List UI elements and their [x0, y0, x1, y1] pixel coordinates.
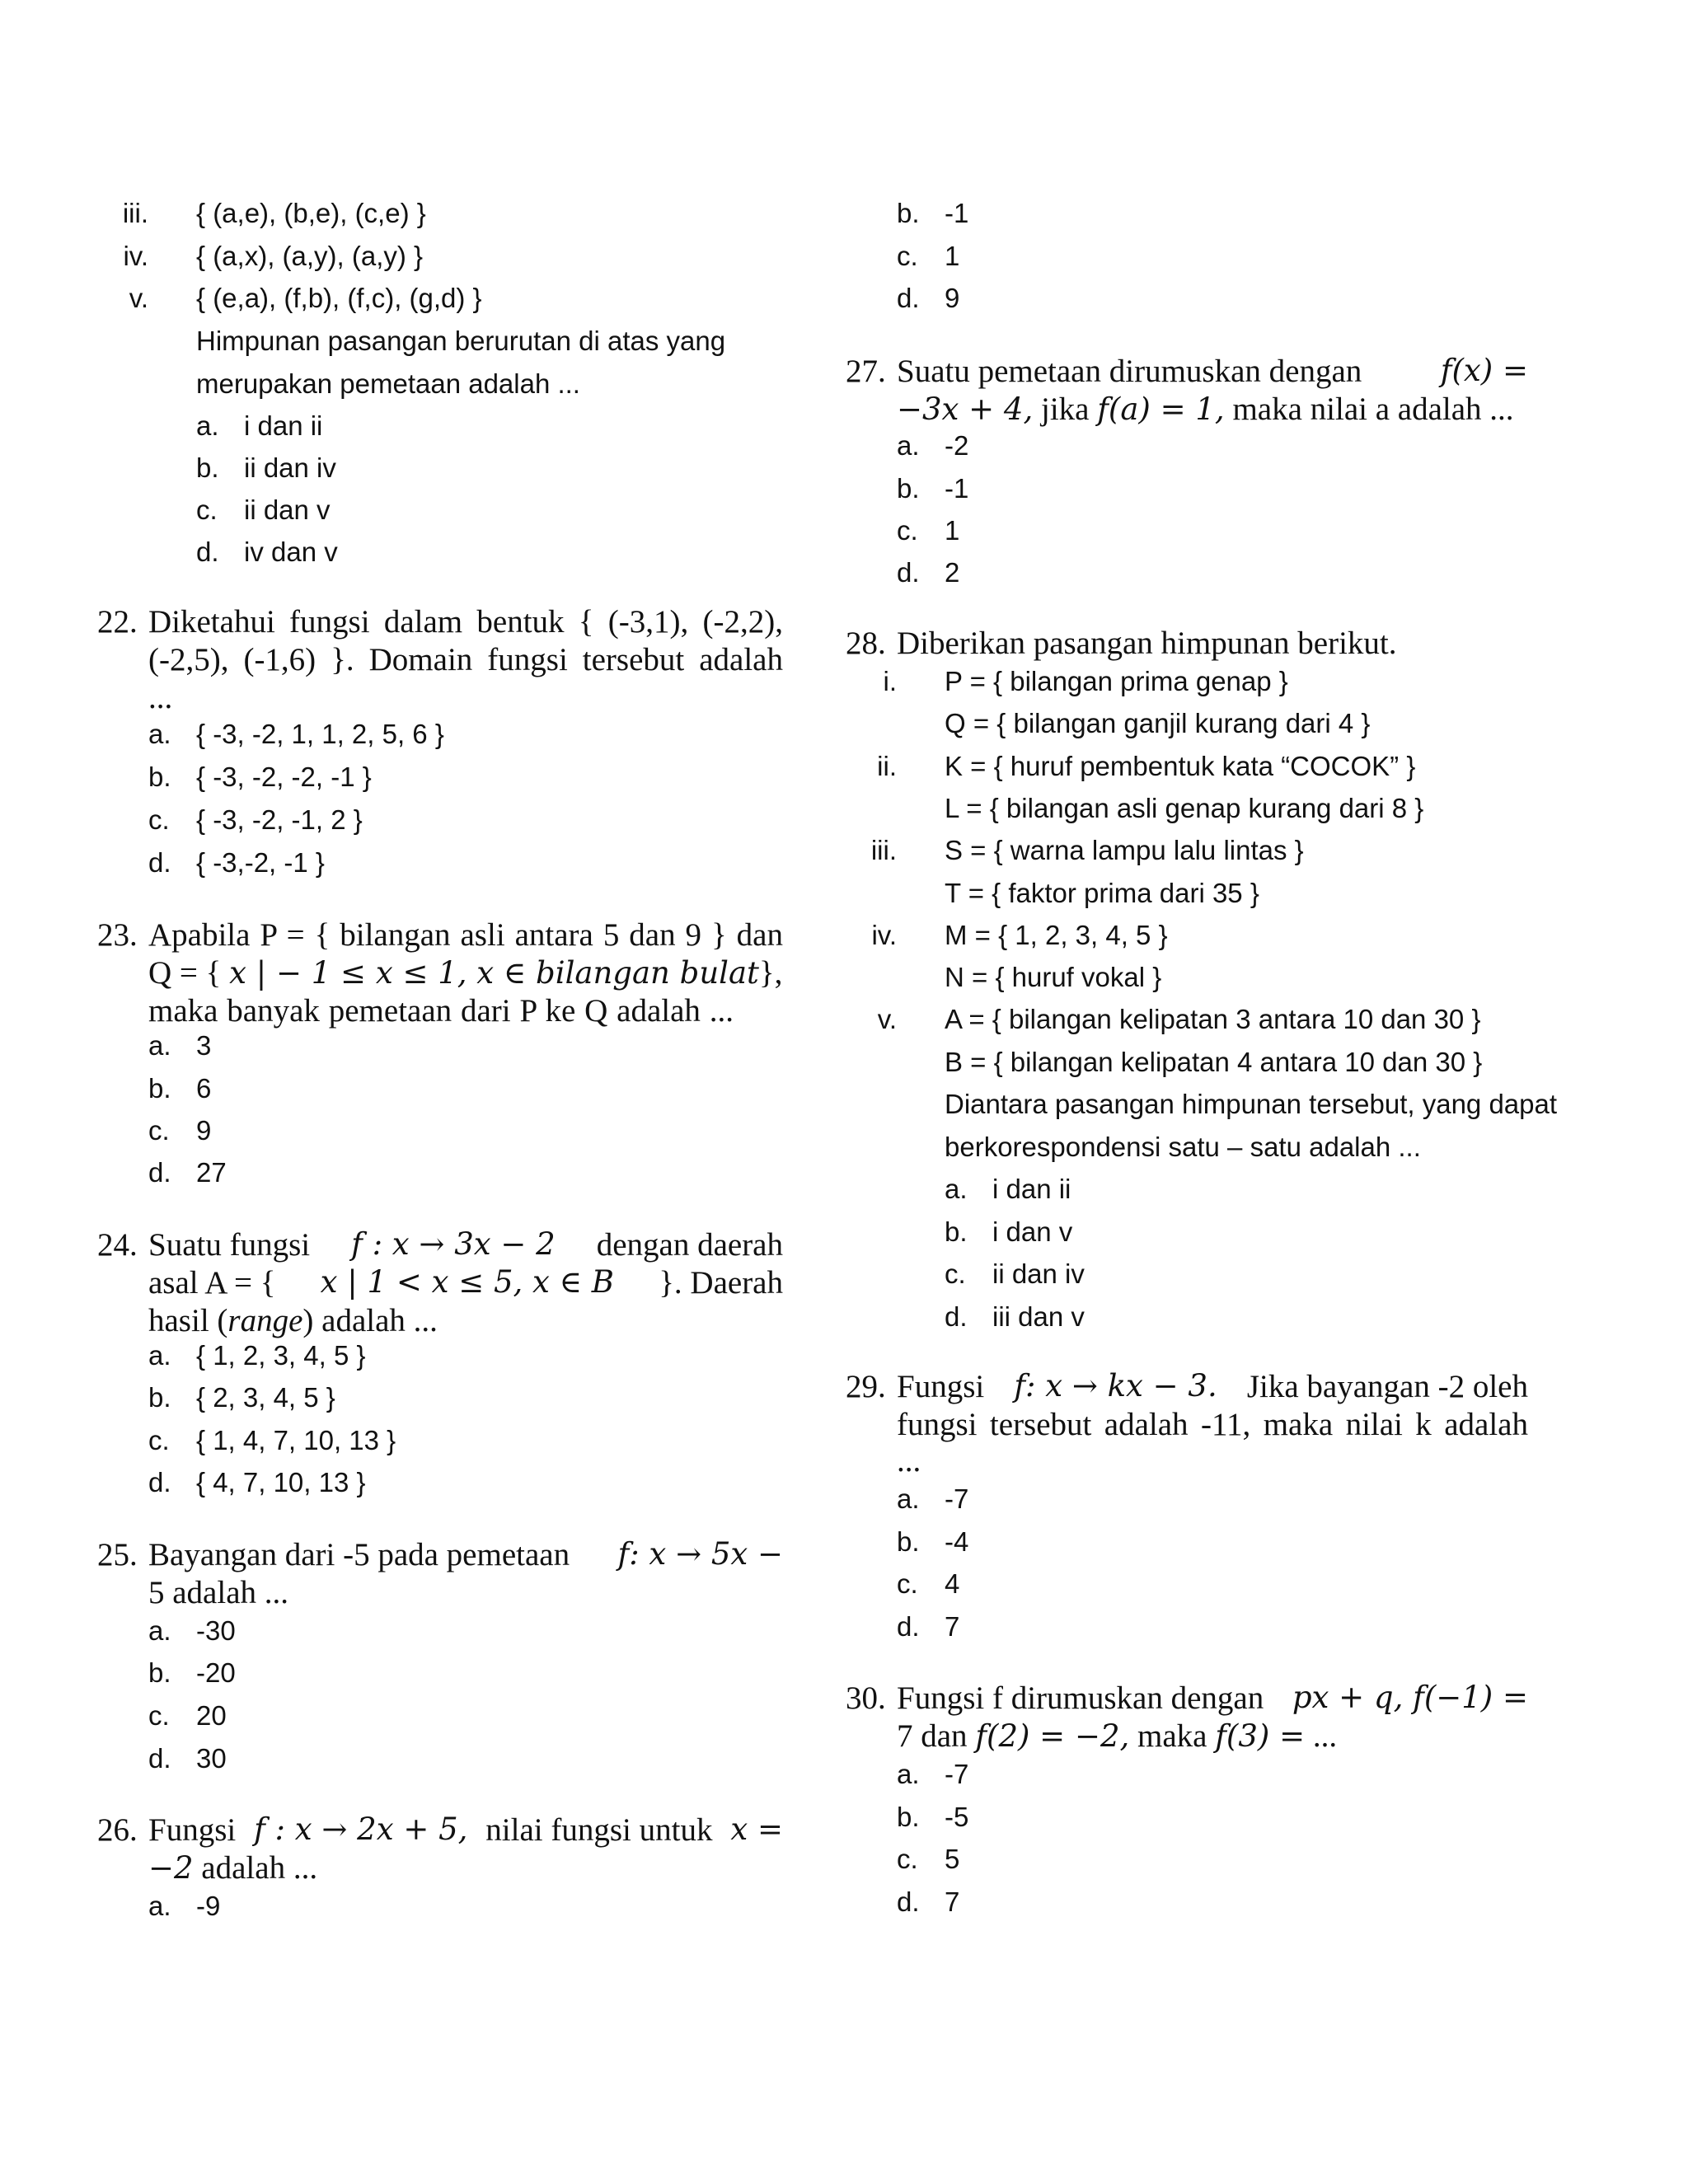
question-stem [148, 1811, 783, 1849]
roman-numeral: iii. [870, 835, 897, 865]
option-letter: b. [897, 1802, 920, 1832]
option-text: ii dan iv [244, 452, 336, 483]
stem-text: }, [758, 955, 783, 991]
question-stem [148, 1264, 783, 1301]
question-stem: 5 adalah ... [148, 1575, 289, 1610]
set-definition: K = { huruf pembentuk kata “COCOK” } [945, 751, 1416, 781]
stem-text: asal A = { [148, 1265, 276, 1301]
option-text: -1 [945, 198, 969, 228]
question-stem [897, 353, 1528, 390]
question-stem: Himpunan pasangan berurutan di atas yang [196, 326, 726, 356]
option-text: 20 [196, 1700, 227, 1731]
pair-set: { (e,a), (f,b), (f,c), (g,d) } [196, 283, 482, 313]
option-text: -4 [945, 1526, 969, 1557]
math-expression: x | 1 < x ≤ 5, x ∈ B [320, 1264, 614, 1300]
option-text: -20 [196, 1657, 236, 1688]
option-letter: c. [897, 241, 918, 271]
option-text: { -3, -2, -2, -1 } [196, 762, 372, 792]
option-text: 3 [196, 1030, 212, 1061]
option-text: { -3, -2, -1, 2 } [196, 804, 363, 835]
roman-numeral: iii. [122, 198, 148, 228]
pair-set: { (a,x), (a,y), (a,y) } [196, 241, 424, 271]
question-stem: ... [148, 680, 173, 715]
option-letter: a. [897, 430, 920, 461]
stem-text: nilai fungsi untuk [485, 1812, 713, 1848]
question-number: 25. [97, 1537, 138, 1572]
set-definition: T = { faktor prima dari 35 } [945, 878, 1259, 908]
stem-text: Fungsi [897, 1369, 985, 1404]
option-letter: a. [148, 1340, 171, 1371]
option-letter: b. [897, 1526, 920, 1557]
option-letter: a. [148, 719, 171, 749]
roman-numeral: v. [877, 1004, 897, 1034]
stem-text: hasil ( [148, 1303, 228, 1338]
question-stem [897, 1718, 1337, 1755]
option-text: { 4, 7, 10, 13 } [196, 1467, 366, 1497]
math-expression: f(3) = [1215, 1718, 1306, 1754]
math-expression: x = [730, 1811, 783, 1847]
option-text: { -3, -2, 1, 1, 2, 5, 6 } [196, 719, 444, 749]
question-number: 23. [97, 917, 138, 953]
stem-text: ) adalah ... [302, 1303, 438, 1338]
option-letter: d. [148, 1157, 171, 1188]
roman-numeral: v. [129, 283, 148, 313]
stem-text: Q = { [148, 955, 222, 991]
math-expression: f : x → 2x + 5, [254, 1811, 468, 1847]
question-stem [148, 1536, 783, 1573]
question-number: 26. [97, 1812, 138, 1848]
question-stem [148, 1302, 438, 1339]
question-stem [148, 1849, 317, 1886]
question-number: 30. [846, 1680, 886, 1716]
option-text: 7 [945, 1886, 960, 1917]
option-text: i dan v [992, 1216, 1073, 1247]
option-letter: d. [897, 1886, 920, 1917]
option-letter: a. [196, 410, 219, 441]
stem-text: maka [1137, 1718, 1207, 1754]
question-stem [148, 954, 782, 991]
stem-italic: range [227, 1303, 303, 1338]
math-expression: f(x) = [1440, 353, 1528, 388]
stem-text: Suatu fungsi [148, 1227, 311, 1263]
option-letter: b. [897, 198, 920, 228]
set-definition: Q = { bilangan ganjil kurang dari 4 } [945, 708, 1371, 738]
question-number: 27. [846, 354, 886, 389]
math-expression: f : x → 3x − 2 [351, 1226, 556, 1262]
option-text: { -3,-2, -1 } [196, 847, 325, 878]
stem-text: 7 dan [897, 1718, 968, 1754]
option-text: -5 [945, 1802, 969, 1832]
option-letter: b. [148, 1073, 171, 1104]
option-text: { 1, 2, 3, 4, 5 } [196, 1340, 366, 1371]
question-number: 29. [846, 1369, 886, 1404]
option-text: 1 [945, 515, 960, 546]
option-letter: c. [148, 1700, 170, 1731]
stem-text: }. Daerah [659, 1265, 783, 1301]
math-expression: px + q, f(−1) = [1292, 1680, 1528, 1715]
math-expression: f: x → kx − 3. [1014, 1368, 1217, 1404]
question-stem: merupakan pemetaan adalah ... [196, 368, 580, 399]
option-text: { 2, 3, 4, 5 } [196, 1382, 335, 1413]
option-text: -9 [196, 1891, 221, 1921]
question-stem [897, 391, 1514, 428]
option-letter: d. [897, 283, 920, 313]
option-text: -30 [196, 1615, 236, 1646]
stem-text: Bayangan dari -5 pada pemetaan [148, 1537, 570, 1572]
option-letter: d. [148, 1467, 171, 1497]
math-expression: −3x + 4, [897, 391, 1034, 427]
roman-numeral: iv. [123, 241, 148, 271]
question-number: 28. [846, 626, 886, 661]
stem-text: Suatu pemetaan dirumuskan dengan [897, 354, 1362, 389]
option-text: -2 [945, 430, 969, 461]
option-text: 6 [196, 1073, 212, 1104]
set-definition: L = { bilangan asli genap kurang dari 8 } [945, 793, 1424, 823]
option-text: 27 [196, 1157, 227, 1188]
option-text: 9 [945, 283, 960, 313]
option-letter: c. [148, 1425, 170, 1455]
set-definition: N = { huruf vokal } [945, 962, 1162, 992]
stem-text: Fungsi f dirumuskan dengan [897, 1680, 1264, 1716]
option-letter: d. [196, 537, 219, 567]
question-stem: Apabila P = { bilangan asli antara 5 dan 9 } dan [148, 917, 783, 953]
stem-text: dengan daerah [596, 1227, 783, 1263]
roman-numeral: ii. [877, 751, 897, 781]
option-letter: c. [148, 1115, 170, 1146]
option-letter: c. [196, 494, 218, 525]
question-number: 22. [97, 604, 138, 640]
option-letter: a. [945, 1174, 968, 1204]
question-stem: (-2,5), (-1,6) }. Domain fungsi tersebut adalah [148, 642, 783, 677]
question-stem: maka banyak pemetaan dari P ke Q adalah ... [148, 993, 734, 1029]
option-text: i dan ii [244, 410, 323, 441]
option-text: iv dan v [244, 537, 338, 567]
option-text: 5 [945, 1844, 960, 1874]
stem-text: ... [1312, 1718, 1338, 1754]
math-expression: f(2) = −2, [975, 1718, 1130, 1754]
option-letter: b. [897, 473, 920, 504]
option-text: 30 [196, 1743, 227, 1774]
option-text: -7 [945, 1759, 969, 1789]
option-letter: d. [148, 847, 171, 878]
math-expression: x | − 1 ≤ x ≤ 1, x ∈ bilangan bulat [229, 955, 759, 991]
stem-text: Jika bayangan -2 oleh [1246, 1369, 1528, 1404]
option-letter: b. [196, 452, 219, 483]
option-text: iii dan v [992, 1301, 1085, 1332]
option-letter: c. [945, 1258, 966, 1289]
option-text: 7 [945, 1611, 960, 1642]
option-letter: a. [148, 1030, 171, 1061]
option-text: i dan ii [992, 1174, 1071, 1204]
set-definition: S = { warna lampu lalu lintas } [945, 835, 1304, 865]
option-letter: b. [148, 1382, 171, 1413]
question-stem: Diketahui fungsi dalam bentuk { (-3,1), (-2,2), [148, 604, 783, 640]
option-text: 1 [945, 241, 960, 271]
set-definition: P = { bilangan prima genap } [945, 666, 1288, 696]
question-stem [148, 1226, 783, 1263]
math-expression: f(a) = 1, [1097, 391, 1225, 427]
option-letter: d. [148, 1743, 171, 1774]
pair-set: { (a,e), (b,e), (c,e) } [196, 198, 426, 228]
option-letter: d. [897, 1611, 920, 1642]
set-definition: B = { bilangan kelipatan 4 antara 10 dan 30 } [945, 1047, 1483, 1077]
option-text: -1 [945, 473, 969, 504]
stem-text: Fungsi [148, 1812, 237, 1848]
question-number: 24. [97, 1227, 138, 1263]
option-letter: b. [945, 1216, 968, 1247]
question-stem: fungsi tersebut adalah -11, maka nilai k adalah [897, 1407, 1528, 1442]
roman-numeral: i. [883, 666, 897, 696]
math-expression: f: x → 5x − [617, 1536, 783, 1572]
option-text: 2 [945, 557, 960, 588]
option-text: 4 [945, 1568, 960, 1599]
option-text: { 1, 4, 7, 10, 13 } [196, 1425, 396, 1455]
option-letter: d. [945, 1301, 968, 1332]
option-letter: a. [897, 1759, 920, 1789]
option-text: ii dan iv [992, 1258, 1085, 1289]
option-letter: d. [897, 557, 920, 588]
option-letter: a. [148, 1891, 171, 1921]
question-stem [897, 1680, 1528, 1717]
question-stem [897, 1368, 1528, 1405]
option-letter: c. [897, 515, 918, 546]
option-letter: a. [897, 1483, 920, 1514]
option-letter: b. [148, 762, 171, 792]
stem-text: jika [1041, 391, 1090, 427]
stem-text: maka nilai a adalah ... [1232, 391, 1514, 427]
question-stem: berkorespondensi satu – satu adalah ... [945, 1132, 1421, 1162]
option-text: 9 [196, 1115, 212, 1146]
option-letter: c. [148, 804, 170, 835]
question-stem: ... [897, 1443, 921, 1479]
set-definition: M = { 1, 2, 3, 4, 5 } [945, 920, 1168, 950]
question-stem: Diantara pasangan himpunan tersebut, yang dapat [945, 1089, 1558, 1119]
option-letter: c. [897, 1844, 918, 1874]
option-letter: b. [148, 1657, 171, 1688]
option-letter: c. [897, 1568, 918, 1599]
option-text: -7 [945, 1483, 969, 1514]
stem-text: adalah ... [201, 1850, 318, 1886]
set-definition: A = { bilangan kelipatan 3 antara 10 dan 30 } [945, 1004, 1481, 1034]
math-expression: −2 [148, 1850, 194, 1886]
question-stem: Diberikan pasangan himpunan berikut. [897, 626, 1397, 661]
option-letter: a. [148, 1615, 171, 1646]
option-text: ii dan v [244, 494, 331, 525]
roman-numeral: iv. [871, 920, 897, 950]
